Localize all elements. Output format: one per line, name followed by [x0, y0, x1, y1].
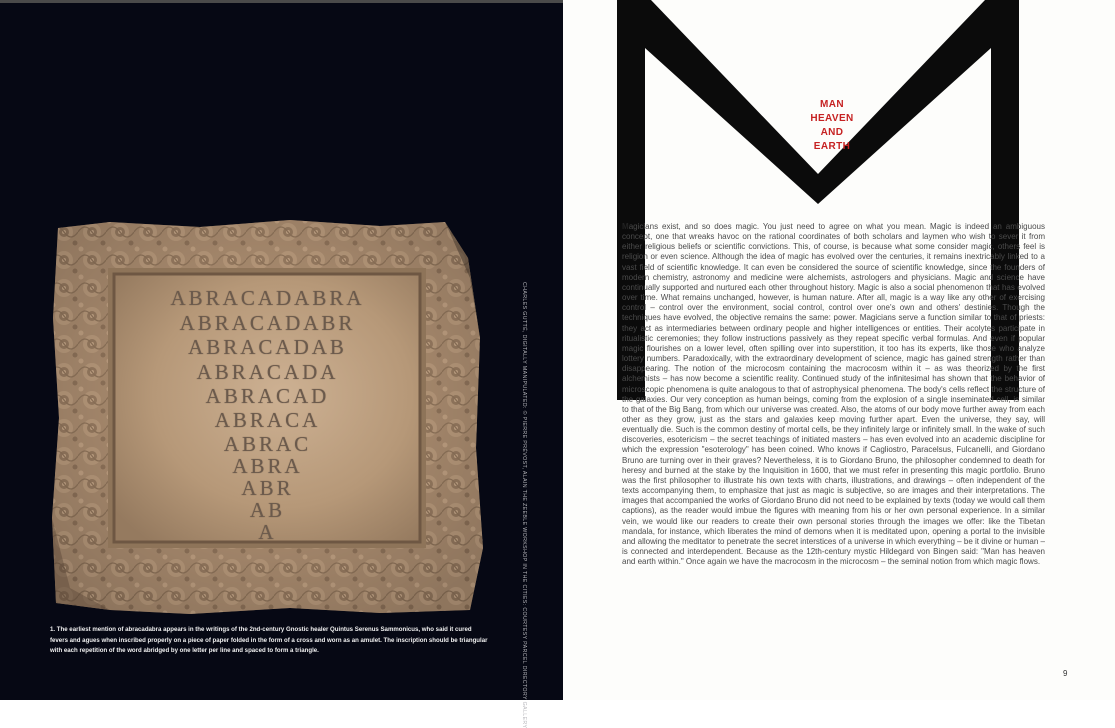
article-body: [622, 222, 1045, 567]
headline-line: HEAVEN: [810, 113, 854, 124]
inscription-line: ABRACA: [214, 408, 321, 432]
inscription-line: ABRACADAB: [188, 335, 347, 359]
figure-caption: 1. The earliest mention of abracadabra appears in the writings of the 2nd-century Gnostic healer Quintus Serenus Sammonicus, who said it cured fevers and agues when inscribed properly on a piece of paper folded in the form of a cross and worn as an amulet. The inscription should be triangular with each repetition of the word abridged by one letter per line and spaced to form a triangle.: [50, 626, 488, 655]
inscription-line: AB: [249, 498, 286, 522]
headline-line: EARTH: [813, 141, 851, 152]
page-number: 9: [1063, 669, 1068, 678]
article-headline: [800, 98, 864, 154]
drop-cap: M: [622, 222, 629, 231]
headline-line: MAN: [820, 99, 844, 110]
abracadabra-inscription: [50, 218, 485, 616]
photo-credit-container: [515, 282, 527, 728]
inscription-line: ABRAC: [223, 432, 312, 456]
abracadabra-stone-tablet-photo: [50, 218, 485, 616]
inscription-line: ABRA: [232, 454, 303, 478]
inscription-line: A: [258, 520, 277, 544]
photo-credit: CHARLES GUTTÉ, DIGITALLY MANIPULATED: © PIERRE PRÉVOST, ALAIN THE ZEEBLE WORKSHOP IN THE CITIES: COURTESY PARCEL DIRECTORY GALLERY: [521, 282, 527, 728]
inscription-line: ABR: [241, 476, 294, 500]
inscription-line: ABRACAD: [205, 384, 330, 408]
body-paragraph: agicians exist, and so does magic. You just need to agree on what you mean. Magic is indeed an ambiguous concept, one that wreaks havoc on the rational coordinates of both scholars and laymen who wish to sever it from either religious beliefs or scientific convictions. This, of course, is because what some consider magic, others feel is religion or even science. Although the idea of magic has evolved over the centuries, it remains inextricably linked to a vast field of scientific knowledge. It can even be considered the source of scientific knowledge, since the founders of modern chemistry, astronomy and medicine were alchemists, astrologers and physicians. Magic and science have continually supported and nurtured each other throughout history. Magic is also a social phenomenon that has evolved over time. What remains unchanged, however, is human nature. After all, magic is a way like any other of exercising control – control over the environment, social control, control over one's own and others' destinies. Though the techniques have evolved, the objective remains the same: power. Magicians serve a function similar to that of priests: they act as intermediaries between ordinary people and higher intelligences or entities. Their acolytes participate in ritualistic ceremonies; they follow instructions passively as they repeat specific verbal formulas. And even if popular magic flourishes on a lower level, often spilling over into superstition, it too has its experts, like those who analyze lottery numbers. Paradoxically, with the extraordinary development of science, magic has gained strength rather than disappearing. The notion of the microcosm containing the macrocosm within it – as was theorized by the first alchemists – has now become a scientific reality. Continued study of the infinitesimal has shown that the behavior of microscopic phenomena is quite analogous to that of astrophysical phenomena. The body's cells reflect the structure of the galaxies. Our very conception as human beings, coming from the explosion of a single inseminated cell, is similar to that of the Big Bang, from which our universe was created. Also, the atoms of our body move further away from each other as they grow, just as the stars and galaxies keep moving further apart. Even the universe, they say, will eventually die. Such is the common destiny of mortal cells, be they infinitely large or infinitely small. In the wake of such discoveries, esotericism – the secret teachings of initiated masters – has even evolved into an academic discipline for which the expression "esoterology" has been coined. Who knows if Cagliostro, Paracelsus, Fulcanelli, and Giordano Bruno are turning over in their graves? Nevertheless, it is to Giordano Bruno, the philosopher condemned to death for heresy and burned at the stake by the Inquisition in 1600, that we must refer in presenting this magic portfolio. Bruno was the first philosopher to illustrate his own texts with charts, illustrations, and drawings – often independent of the texts accompanying them, to emphasize that just as magic is subjective, so are images and their interpretations. The images that accompanied the works of Giordano Bruno did not need to be explained by texts (today we would call them captions), as the reader would imbue the figures with meaning from his or her own personal experience. In a similar vein, we would like our readers to create their own personal stories through the images we offer: like the Tibetan mandala, for instance, which liberates the mind of demons when it is meditated upon, opening a portal to the invisible and allowing the meditator to penetrate the secret interstices of a universe in which everything – be it divine or human – is connected and interdependent. Because as the 12th-century mystic Hildegard von Bingen said: "Man has heaven and earth within." Once again we have the macrocosm in the microcosm – the seminal notion from which magic flows.: [622, 222, 1045, 567]
page-top-edge: [0, 0, 563, 3]
inscription-line: ABRACADABR: [179, 311, 356, 335]
inscription-line: ABRACADA: [196, 360, 339, 384]
headline-line: AND: [820, 127, 844, 138]
inscription-line: ABRACADABRA: [170, 286, 365, 310]
